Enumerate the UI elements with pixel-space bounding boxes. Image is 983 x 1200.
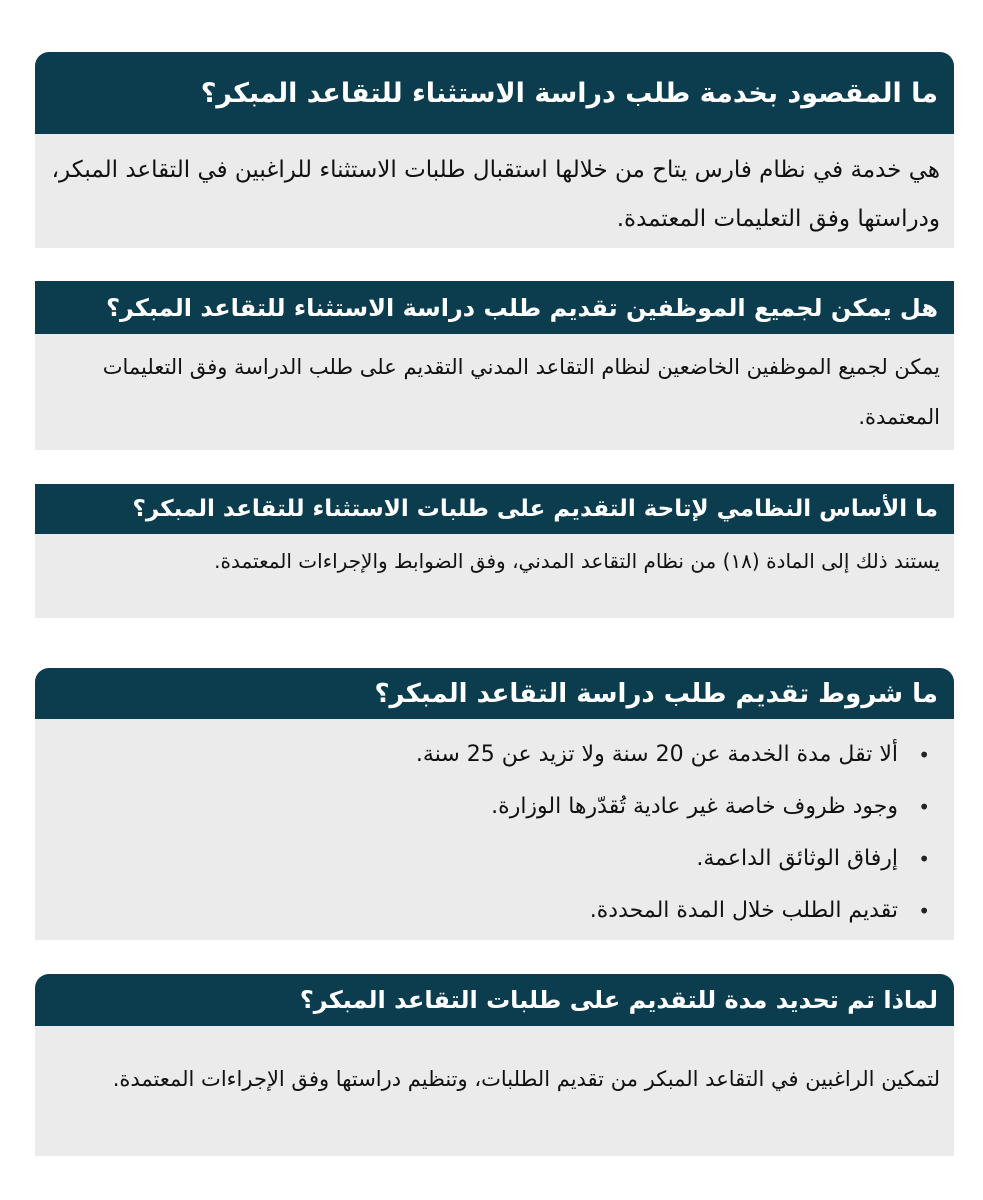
faq-answer (35, 334, 954, 450)
faq-answer-text: يمكن لجميع الموظفين الخاضعين لنظام التقاعد المدني التقديم على طلب الدراسة وفق التعليمات المعتمدة. (102, 355, 940, 429)
faq-answer (35, 534, 954, 618)
faq-item-eligibility (35, 281, 954, 450)
faq-item-legal-basis (35, 484, 954, 618)
faq-answer-text: هي خدمة في نظام فارس يتاح من خلالها استقبال طلبات الاستثناء للراغبين في التقاعد المبكر، ودراستها وفق التعليمات المعتمدة. (51, 157, 940, 232)
faq-question: هل يمكن لجميع الموظفين تقديم طلب دراسة الاستثناء للتقاعد المبكر؟ (35, 281, 954, 334)
faq-answer-text: يستند ذلك إلى المادة (١٨) من نظام التقاعد المدني، وفق الضوابط والإجراءات المعتمدة. (214, 549, 940, 573)
faq-question: لماذا تم تحديد مدة للتقديم على طلبات التقاعد المبكر؟ (35, 974, 954, 1026)
faq-item-application-period (35, 974, 954, 1156)
condition-item: • تقديم الطلب خلال المدة المحددة. (49, 885, 940, 937)
faq-answer-text: لتمكين الراغبين في التقاعد المبكر من تقديم الطلبات، وتنظيم دراستها وفق الإجراءات المعتمدة. (112, 1067, 940, 1091)
faq-question: ما الأساس النظامي لإتاحة التقديم على طلبات الاستثناء للتقاعد المبكر؟ (35, 484, 954, 534)
faq-answer (35, 1026, 954, 1156)
faq-answer (35, 134, 954, 248)
faq-answer (35, 719, 954, 940)
condition-item: • ألا تقل مدة الخدمة عن 20 سنة ولا تزيد عن 25 سنة. (49, 729, 940, 781)
faq-question: ما المقصود بخدمة طلب دراسة الاستثناء للتقاعد المبكر؟ (35, 52, 954, 134)
faq-item-early-retirement-service (35, 52, 954, 248)
faq-question: ما شروط تقديم طلب دراسة التقاعد المبكر؟ (35, 668, 954, 719)
faq-item-conditions (35, 668, 954, 940)
conditions-list (49, 729, 940, 937)
condition-item: • وجود ظروف خاصة غير عادية تُقدّرها الوزارة. (49, 781, 940, 833)
condition-item: • إرفاق الوثائق الداعمة. (49, 833, 940, 885)
